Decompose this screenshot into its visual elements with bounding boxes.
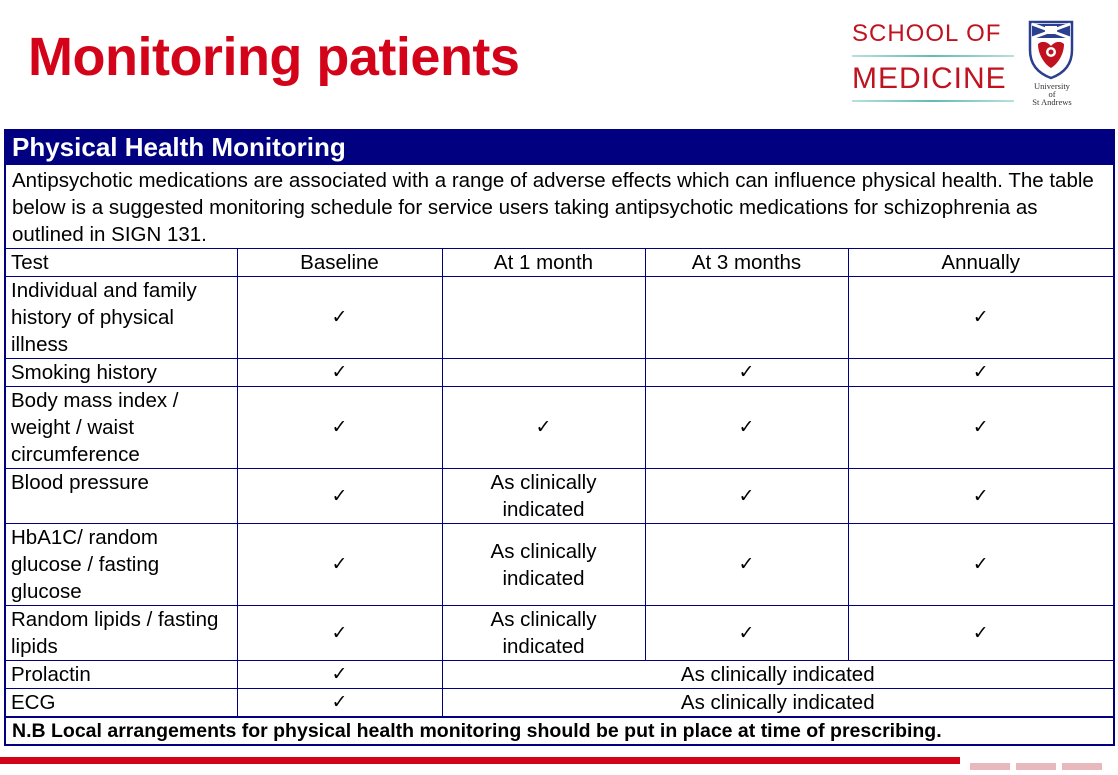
check-mark: ✓: [645, 469, 848, 524]
check-mark: ✓: [848, 524, 1113, 606]
table-header-row: [6, 249, 1113, 277]
cell-1-month: [442, 277, 645, 359]
table-row: [6, 277, 1113, 359]
check-mark: ✓: [848, 387, 1113, 469]
logo-medicine: MEDICINE: [852, 62, 1007, 95]
test-name: ECG: [6, 689, 237, 717]
check-mark: ✓: [237, 277, 442, 359]
cell-span-clinically-indicated: As clinically indicated: [442, 689, 1113, 717]
cell-1-month: As clinically indicated: [442, 524, 645, 606]
check-mark: ✓: [645, 606, 848, 661]
university-crest-icon: [1028, 20, 1074, 80]
table-row: [6, 661, 1113, 689]
check-mark: ✓: [645, 387, 848, 469]
check-mark: ✓: [237, 606, 442, 661]
check-mark: ✓: [237, 387, 442, 469]
check-mark: ✓: [237, 689, 442, 717]
table-row: [6, 606, 1113, 661]
col-header-1-month: At 1 month: [442, 249, 645, 277]
school-logo: [852, 18, 1092, 108]
col-header-annually: Annually: [848, 249, 1113, 277]
cell-1-month: [442, 359, 645, 387]
monitoring-panel: [4, 129, 1115, 746]
test-name: Prolactin: [6, 661, 237, 689]
check-mark: ✓: [645, 524, 848, 606]
footer-bar: [0, 757, 960, 764]
logo-divider-top: [852, 55, 1014, 57]
col-header-3-months: At 3 months: [645, 249, 848, 277]
test-name: HbA1C/ random glucose / fasting glucose: [6, 524, 237, 606]
test-name: Random lipids / fasting lipids: [6, 606, 237, 661]
logo-school-of: SCHOOL OF: [852, 20, 1002, 47]
check-mark: ✓: [645, 359, 848, 387]
check-mark: ✓: [848, 606, 1113, 661]
check-mark: ✓: [237, 359, 442, 387]
test-name: Body mass index / weight / waist circumference: [6, 387, 237, 469]
monitoring-table: [6, 248, 1113, 717]
check-mark: ✓: [848, 359, 1113, 387]
panel-heading: Physical Health Monitoring: [6, 129, 1113, 165]
check-mark: ✓: [848, 469, 1113, 524]
table-row: [6, 469, 1113, 524]
table-row: [6, 359, 1113, 387]
footer-decor: [970, 757, 1108, 764]
check-mark: ✓: [237, 661, 442, 689]
crest-caption: University of St Andrews: [1032, 81, 1072, 107]
cell-3-months: [645, 277, 848, 359]
logo-divider-bottom: [852, 100, 1014, 102]
cell-1-month: As clinically indicated: [442, 606, 645, 661]
check-mark: ✓: [442, 387, 645, 469]
table-row: [6, 387, 1113, 469]
table-row: [6, 524, 1113, 606]
check-mark: ✓: [237, 524, 442, 606]
test-name: Individual and family history of physical illness: [6, 277, 237, 359]
footnote: N.B Local arrangements for physical health monitoring should be put in place at time of prescribing.: [6, 717, 1113, 744]
col-header-test: Test: [6, 249, 237, 277]
slide-title: Monitoring patients: [28, 27, 520, 87]
col-header-baseline: Baseline: [237, 249, 442, 277]
intro-text: Antipsychotic medications are associated with a range of adverse effects which can influence physical health. The table below is a suggested monitoring schedule for service users taking antipsychotic medications for schizophrenia as outlined in SIGN 131.: [12, 169, 1094, 246]
check-mark: ✓: [237, 469, 442, 524]
cell-1-month: As clinically indicated: [442, 469, 645, 524]
cell-span-clinically-indicated: As clinically indicated: [442, 661, 1113, 689]
check-mark: ✓: [848, 277, 1113, 359]
table-row: [6, 689, 1113, 717]
test-name: Blood pressure: [6, 469, 237, 524]
test-name: Smoking history: [6, 359, 237, 387]
